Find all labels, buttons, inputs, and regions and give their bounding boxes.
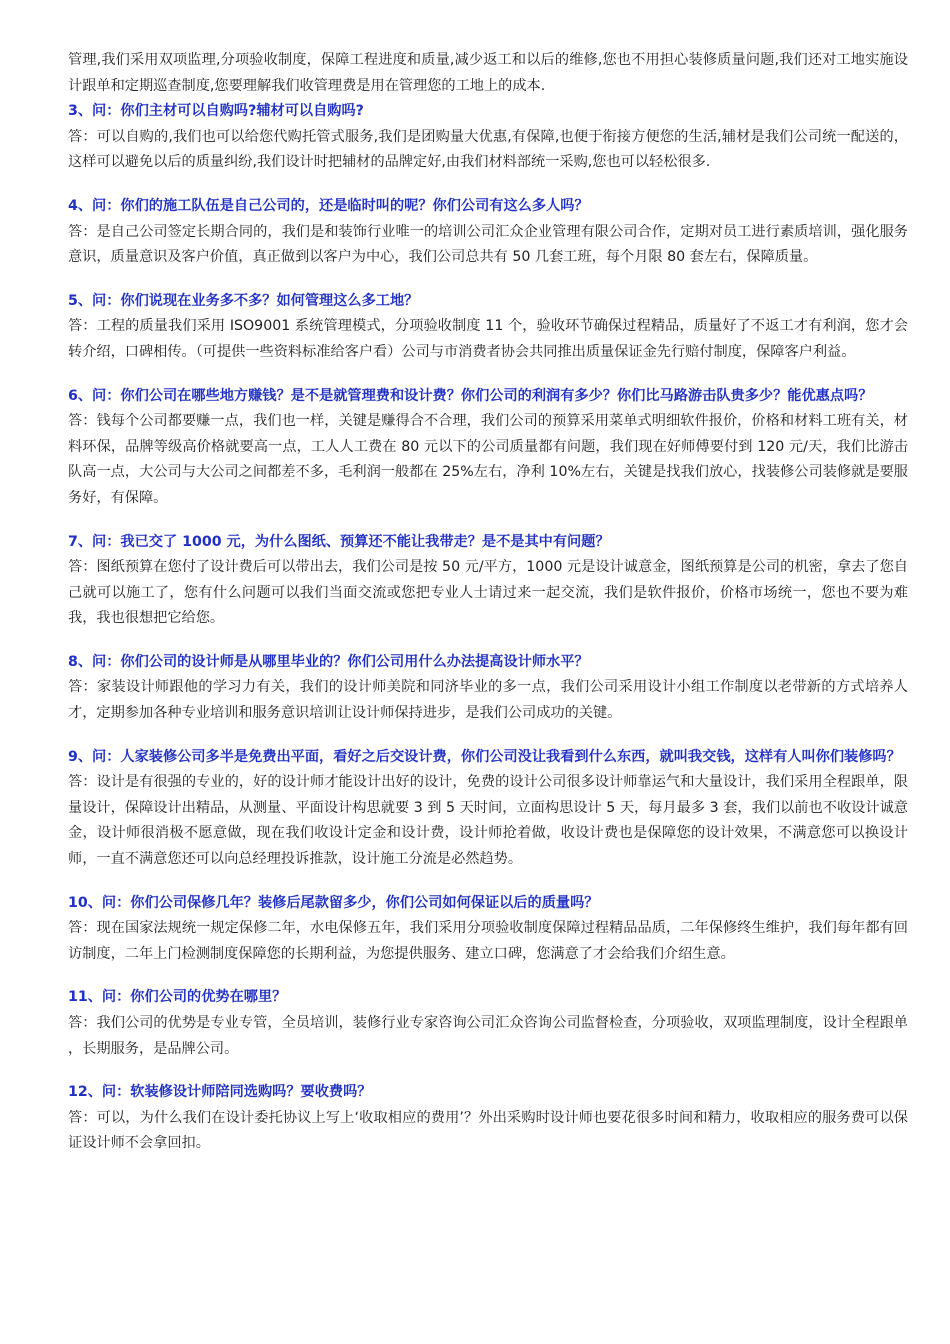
qa-item-12 — [68, 1080, 908, 1157]
qa-item-11 — [68, 985, 908, 1062]
document-page — [68, 48, 908, 1175]
answer-8: 答：家装设计师跟他的学习力有关，我们的设计师美院和同济毕业的多一点，我们公司采用设计小组工作制度以老带新的方式培养人才，定期参加各种专业培训和服务意识培训让设计师保持进步，是我们公司成功的关键。 — [68, 679, 908, 722]
answer-11: 答：我们公司的优势是专业专管，全员培训，装修行业专家咨询公司汇众咨询公司监督检查，分项验收，双项监理制度，设计全程跟单 ，长期服务，是品牌公司。 — [68, 1015, 908, 1057]
answer-5: 答：工程的质量我们采用 ISO9001 系统管理模式，分项验收制度 11 个，验收环节确保过程精品，质量好了不返工才有利润，您才会转介绍，口碑相传。（可提供一些资料标准给客户看）公司与市消费者协会共同推出质量保证金先行赔付制度，保障客户利益。 — [68, 318, 908, 360]
question-12: 12、问：软装修设计师陪同选购吗？要收费吗？ — [68, 1084, 372, 1101]
qa-item-4 — [68, 194, 908, 271]
answer-12: 答：可以，为什么我们在设计委托协议上写上‘收取相应的费用’？外出采购时设计师也要花很多时间和精力，收取相应的服务费可以保证设计师不会拿回扣。 — [68, 1109, 908, 1152]
qa-item-8 — [68, 650, 908, 727]
question-5: 5、问：你们说现在业务多不多？如何管理这么多工地？ — [68, 292, 419, 309]
qa-item-7 — [68, 530, 908, 632]
answer-4: 答：是自己公司签定长期合同的，我们是和装饰行业唯一的培训公司汇众企业管理有限公司合作，定期对员工进行素质培训，强化服务意识，质量意识及客户价值，真正做到以客户为中心，我们公司总共有 50 几套工班，每个月限 80 套左右，保障质量。 — [68, 223, 908, 266]
answer-6: 答：钱每个公司都要赚一点，我们也一样，关键是赚得合不合理，我们公司的预算采用菜单式明细软件报价，价格和材料工班有关，材料环保，品牌等级高价格就要高一点，工人人工费在 80 元以下的公司质量都有问题，我们现在好师傅要付到 120 元/天，我们比游击队高一点，大公司与大公司之间都差不多，毛利润一般都在 25%左右，净利 10%左右，关键是找我们放心，找装修公司装修就是要服务好，有保障。 — [68, 413, 908, 506]
qa-item-3 — [68, 99, 908, 176]
intro-paragraph: 管理,我们采用双项监理,分项验收制度，保障工程进度和质量,减少返工和以后的维修,您也不用担心装修质量问题,我们还对工地实施设计跟单和定期巡查制度,您要理解我们收管理费是用在管理您的工地上的成本. — [68, 52, 908, 94]
qa-item-10 — [68, 891, 908, 968]
answer-7: 答：图纸预算在您付了设计费后可以带出去，我们公司是按 50 元/平方，1000 元是设计诚意金，图纸预算是公司的机密，拿去了您自己就可以施工了，您有什么问题可以我们当面交流或您把专业人士请过来一起交流，我们是软件报价，价格市场统一，您也不要为难我，我也很想把它给您。 — [68, 559, 908, 627]
question-8: 8、问：你们公司的设计师是从哪里毕业的？你们公司用什么办法提高设计师水平？ — [68, 653, 589, 670]
qa-item-9 — [68, 745, 908, 873]
question-6: 6、问：你们公司在哪些地方赚钱？是不是就管理费和设计费？你们公司的利润有多少？你们比马路游击队贵多少？能优惠点吗？ — [68, 387, 873, 404]
answer-3: 答：可以自购的,我们也可以给您代购托管式服务,我们是团购量大优惠,有保障,也便于衔接方便您的生活,辅材是我们公司统一配送的，这样可以避免以后的质量纠纷,我们设计时把辅材的品牌定好,由我们材料部统一采购,您也可以轻松很多. — [68, 128, 908, 171]
qa-item-6 — [68, 384, 908, 512]
answer-9: 答：设计是有很强的专业的，好的设计师才能设计出好的设计，免费的设计公司很多设计师靠运气和大量设计，我们采用全程跟单，限量设计，保障设计出精品，从测量、平面设计构思就要 3 到 5 天时间，立面构思设计 5 天，每月最多 3 套，我们以前也不收设计诚意金，设计师很消极不愿意做，现在我们收设计定金和设计费，设计师抢着做，收设计费也是保障您的设计效果，不满意您可以换设计师，一直不满意您还可以向总经理投诉推款，设计施工分流是必然趋势。 — [68, 774, 908, 868]
answer-10: 答：现在国家法规统一规定保修二年，水电保修五年，我们采用分项验收制度保障过程精品品质，二年保修终生维护，我们每年都有回访制度，二年上门检测制度保障您的长期利益，为您提供服务、建立口碑，您满意了才会给我们介绍生意。 — [68, 920, 908, 962]
question-9: 9、问：人家装修公司多半是免费出平面，看好之后交设计费，你们公司没让我看到什么东西，就叫我交钱，这样有人叫你们装修吗？ — [68, 748, 901, 765]
qa-item-5 — [68, 289, 908, 366]
question-10: 10、问：你们公司保修几年？装修后尾款留多少，你们公司如何保证以后的质量吗？ — [68, 894, 599, 911]
question-4: 4、问：你们的施工队伍是自己公司的，还是临时叫的呢？你们公司有这么多人吗？ — [68, 197, 589, 214]
question-7: 7、问：我已交了 1000 元，为什么图纸、预算还不能让我带走？是不是其中有问题？ — [68, 533, 610, 550]
question-11: 11、问：你们公司的优势在哪里？ — [68, 989, 287, 1006]
question-3: 3、问：你们主材可以自购吗?辅材可以自购吗? — [68, 103, 364, 120]
